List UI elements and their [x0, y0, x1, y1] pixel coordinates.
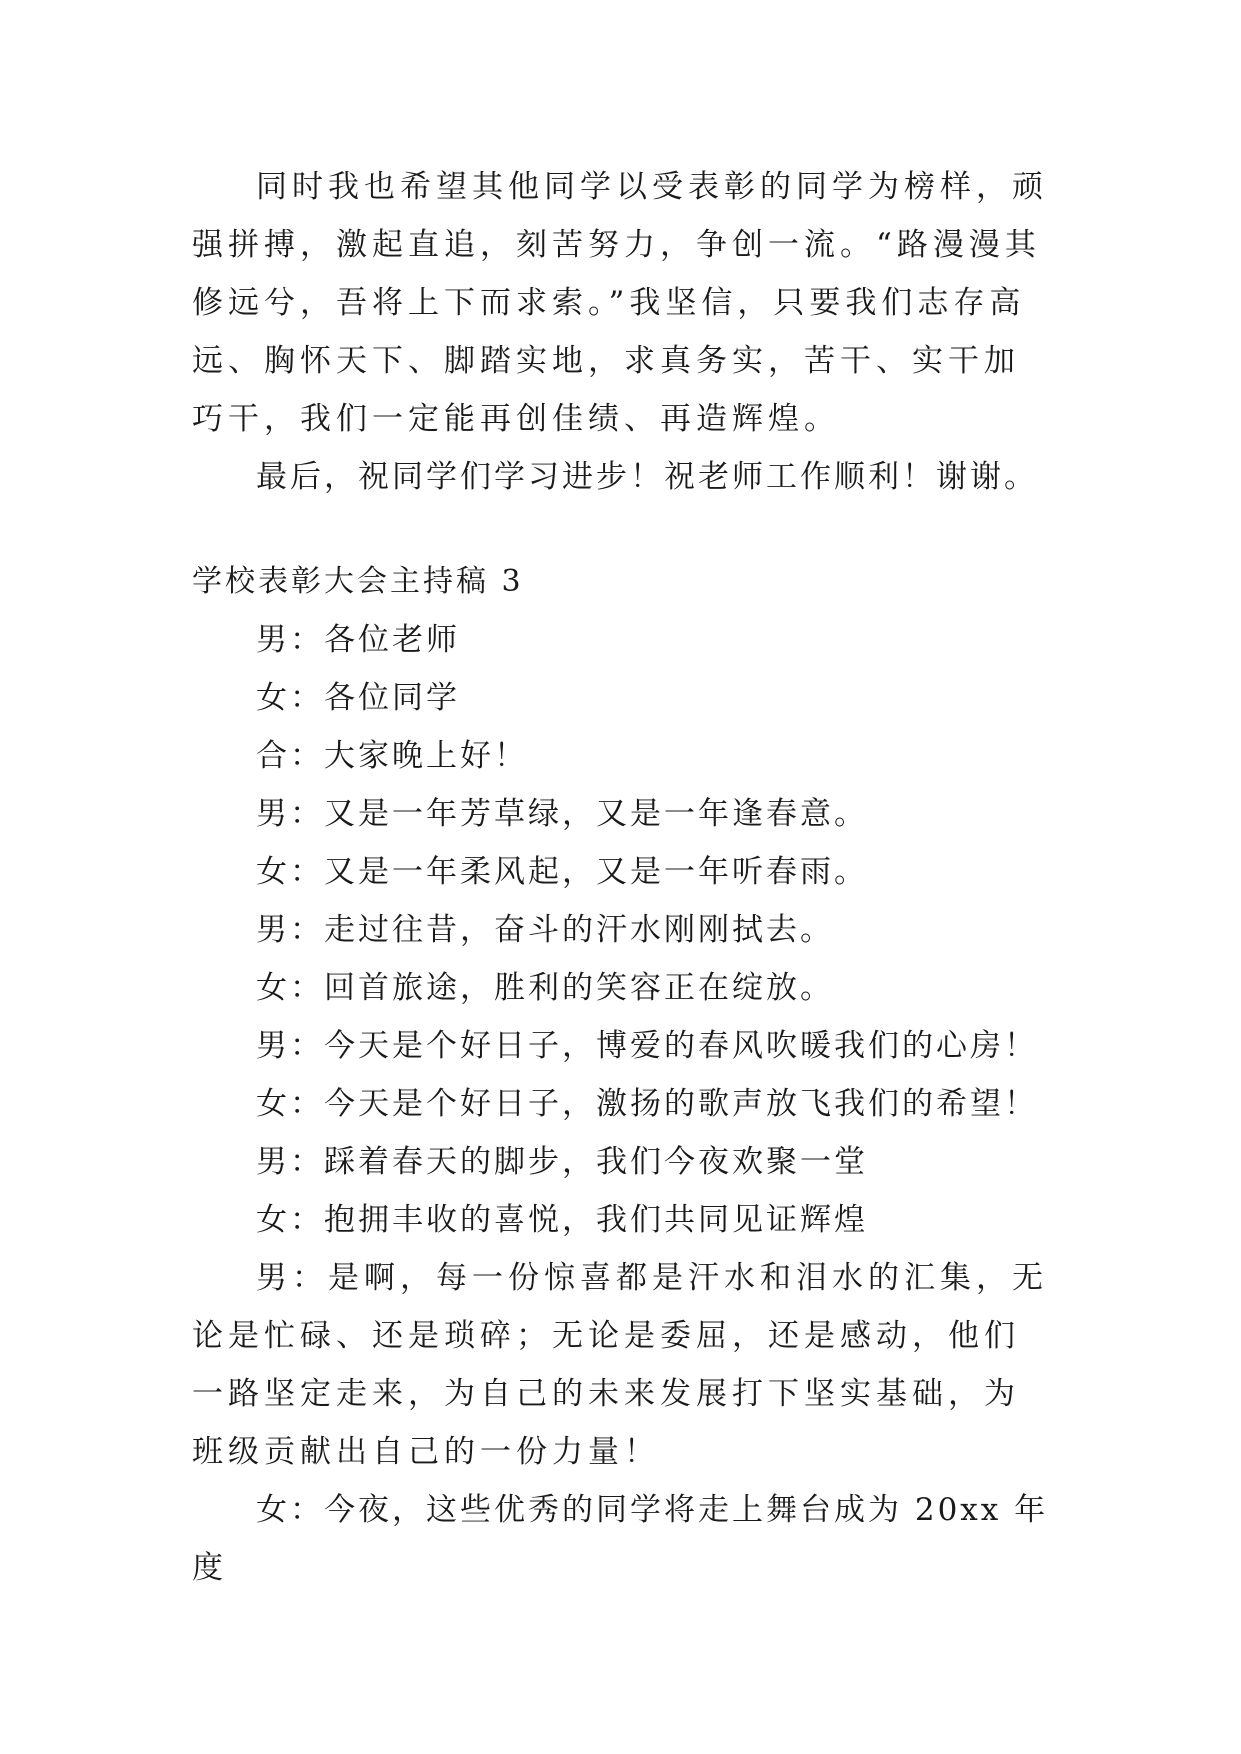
dialogue-line: 女：各位同学	[256, 680, 460, 716]
dialogue-line: 男：今天是个好日子，博爱的春风吹暖我们的心房！	[256, 1028, 1038, 1064]
dialogue-line: 女：抱拥丰收的喜悦，我们共同见证辉煌	[256, 1202, 868, 1238]
section-title: 学校表彰大会主持稿 3	[192, 564, 524, 599]
dialogue-line: 女：又是一年柔风起，又是一年听春雨。	[256, 854, 868, 890]
dialogue-line: 男：踩着春天的脚步，我们今夜欢聚一堂	[256, 1144, 868, 1180]
dialogue-line: 男：走过往昔，奋斗的汗水刚刚拭去。	[256, 912, 834, 948]
dialogue-line: 合：大家晚上好！	[256, 738, 528, 774]
document-body	[192, 158, 1052, 1597]
dialogue-line: 女：回首旅途，胜利的笑容正在绽放。	[256, 970, 834, 1006]
dialogue-line: 男：各位老师	[256, 622, 460, 658]
closing-paragraph: 同时我也希望其他同学以受表彰的同学为榜样，顽强拼搏，激起直追，刻苦努力，争创一流。“路漫漫其修远兮，吾将上下而求索。”我坚信，只要我们志存高远、胸怀天下、脚踏实地，求真务实，苦干、实干加巧干，我们一定能再创佳绩、再造辉煌。	[192, 169, 1048, 437]
dialogue-line: 男：又是一年芳草绿，又是一年逢春意。	[256, 796, 868, 832]
dialogue-paragraph: 男：是啊，每一份惊喜都是汗水和泪水的汇集，无论是忙碌、还是琐碎；无论是委屈，还是感动，他们一路坚定走来，为自己的未来发展打下坚实基础，为班级贡献出自己的一份力量！	[192, 1260, 1048, 1470]
dialogue-line: 女：今天是个好日子，激扬的歌声放飞我们的希望！	[256, 1086, 1038, 1122]
dialogue-paragraph: 女：今夜，这些优秀的同学将走上舞台成为 20xx 年度	[192, 1492, 1049, 1586]
thanks-paragraph: 最后，祝同学们学习进步！祝老师工作顺利！谢谢。	[256, 459, 1038, 495]
